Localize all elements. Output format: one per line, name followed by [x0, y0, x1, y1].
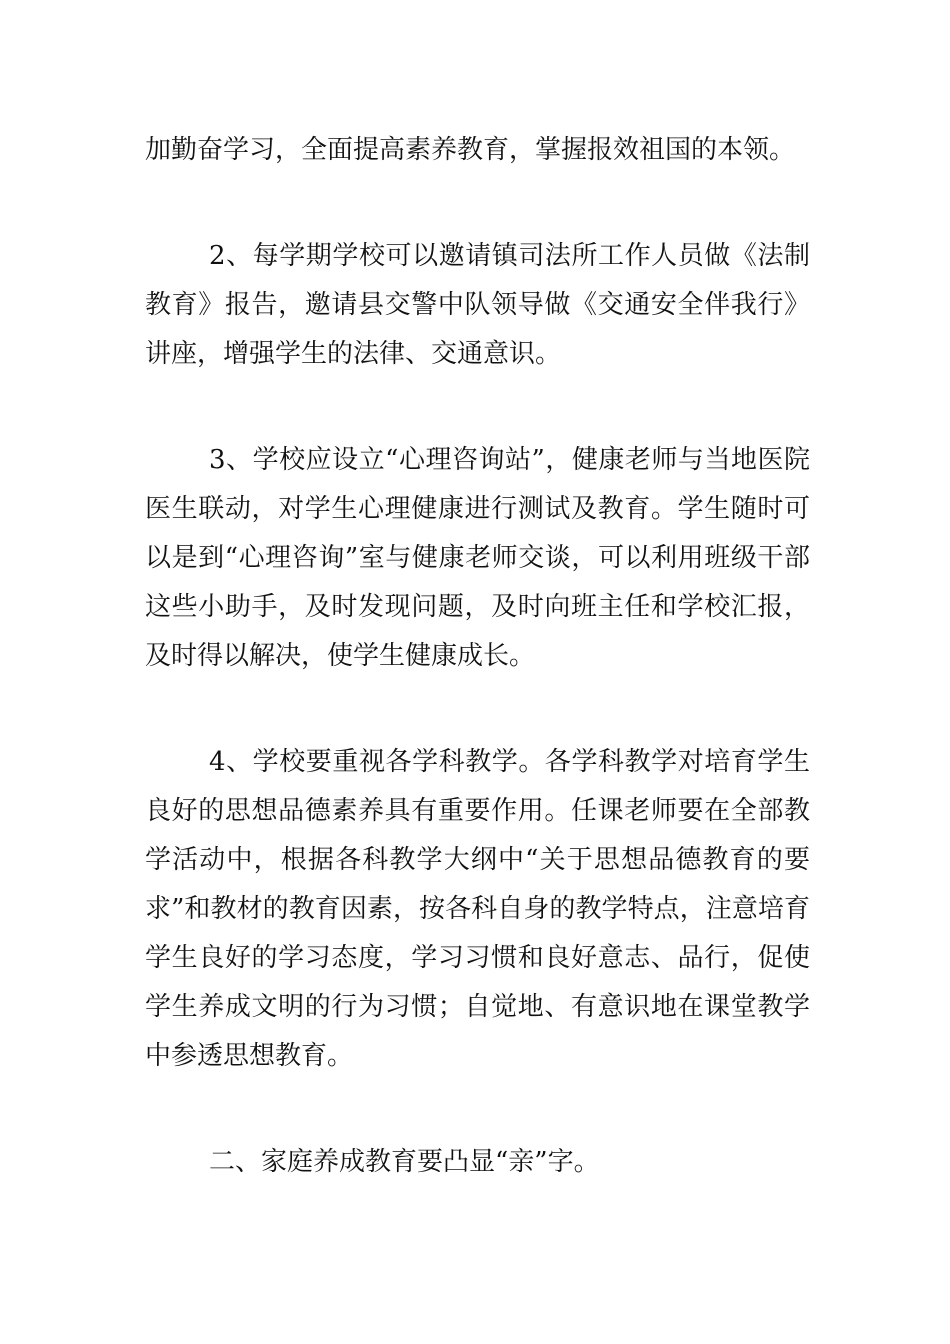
document-body: [145, 126, 810, 1187]
paragraph-gap: [145, 175, 810, 232]
paragraph-gap: [145, 379, 810, 436]
paragraph-gap: [145, 1081, 810, 1138]
paragraph-gap: [145, 681, 810, 738]
paragraph-continuation: 加勤奋学习，全面提高素养教育，掌握报效祖国的本领。: [145, 135, 796, 165]
paragraph-item-3: 3、学校应设立“心理咨询站”，健康老师与当地医院医生联动，对学生心理健康进行测试及教育。学生随时可以是到“心理咨询”室与健康老师交谈，可以利用班级干部这些小助手，及时发现问题，及时向班主任和学校汇报，及时得以解决，使学生健康成长。: [145, 445, 810, 671]
paragraph-item-2: 2、每学期学校可以邀请镇司法所工作人员做《法制教育》报告，邀请县交警中队领导做《交通安全伴我行》讲座，增强学生的法律、交通意识。: [145, 241, 810, 369]
section-heading-family: 二、家庭养成教育要凸显“亲”字。: [209, 1147, 600, 1177]
paragraph-item-4: 4、学校要重视各学科教学。各学科教学对培育学生良好的思想品德素养具有重要作用。任课老师要在全部教学活动中，根据各科教学大纲中“关于思想品德教育的要求”和教材的教育因素，按各科自身的教学特点，注意培育学生良好的学习态度，学习习惯和良好意志、品行，促使学生养成文明的行为习惯；自觉地、有意识地在课堂教学中参透思想教育。: [145, 747, 810, 1071]
